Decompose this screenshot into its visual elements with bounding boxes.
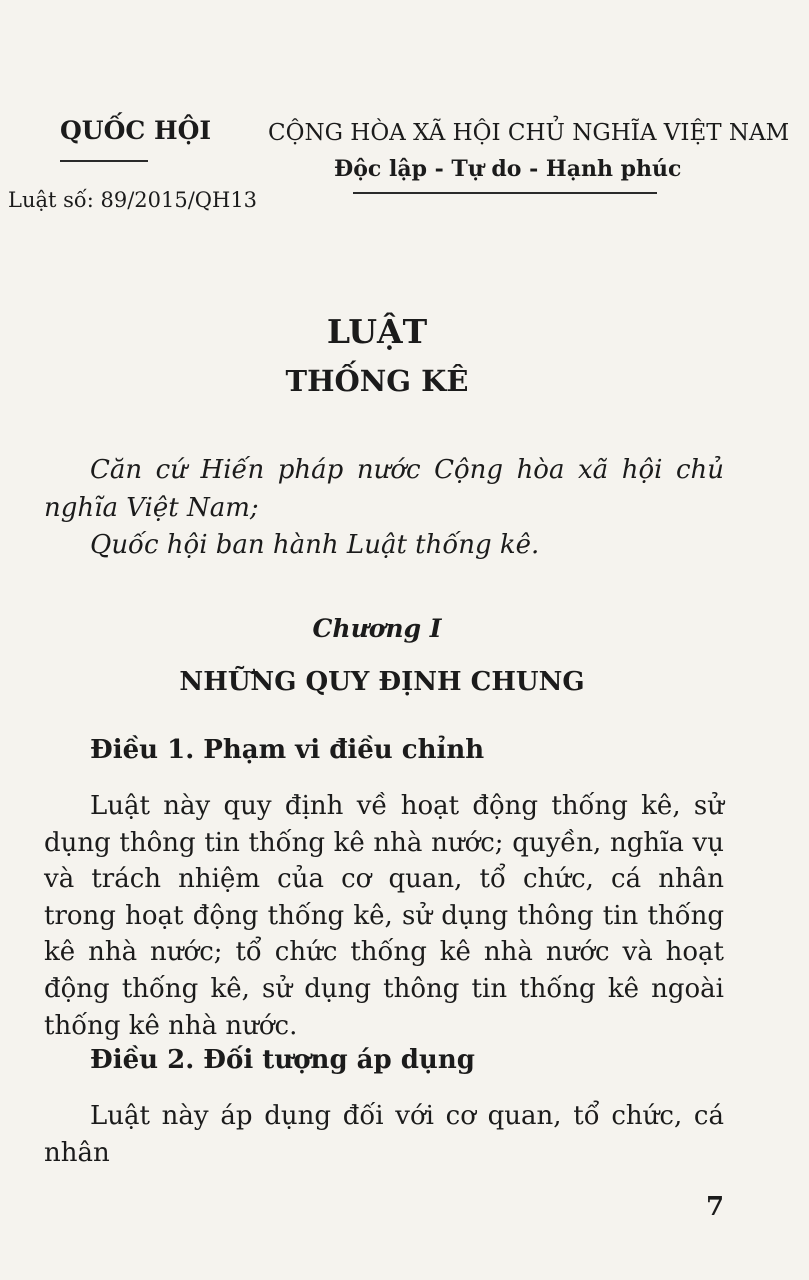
article-1-heading: Điều 1. Phạm vi điều chỉnh <box>90 735 485 765</box>
preamble-enactment: Quốc hội ban hành Luật thống kê. <box>90 530 540 560</box>
document-title: THỐNG KÊ <box>285 364 469 398</box>
article-2-body: Luật này áp dụng đối với cơ quan, tổ chức, cá nhân <box>44 1101 724 1168</box>
article-2-heading: Điều 2. Đối tượng áp dụng <box>90 1045 475 1075</box>
national-motto: Độc lập - Tự do - Hạnh phúc <box>334 156 682 182</box>
motto-underline <box>353 192 657 194</box>
law-number: Luật số: 89/2015/QH13 <box>8 188 258 212</box>
page-number: 7 <box>706 1192 725 1222</box>
chapter-title: NHỮNG QUY ĐỊNH CHUNG <box>179 667 585 697</box>
article-1-body: Luật này quy định về hoạt động thống kê, sử dụng thông tin thống kê nhà nước; quyền, nghĩa vụ và trách nhiệm của cơ quan, tổ chức, cá nhân trong hoạt động thống kê, sử dụng thông tin thống kê nhà nước; tổ chức thống kê nhà nước và hoạt động thống kê, sử dụng thông tin thống kê ngoài thống kê nhà nước. <box>44 791 724 1041</box>
preamble-basis: Căn cứ Hiến pháp nước Cộng hòa xã hội chủ nghĩa Việt Nam; <box>44 455 724 523</box>
document-type-title: LUẬT <box>326 312 428 351</box>
issuer-underline <box>60 160 148 162</box>
chapter-number: Chương I <box>312 614 442 643</box>
country-name: CỘNG HÒA XÃ HỘI CHỦ NGHĨA VIỆT NAM <box>268 120 790 146</box>
issuer-name: QUỐC HỘI <box>60 116 212 145</box>
